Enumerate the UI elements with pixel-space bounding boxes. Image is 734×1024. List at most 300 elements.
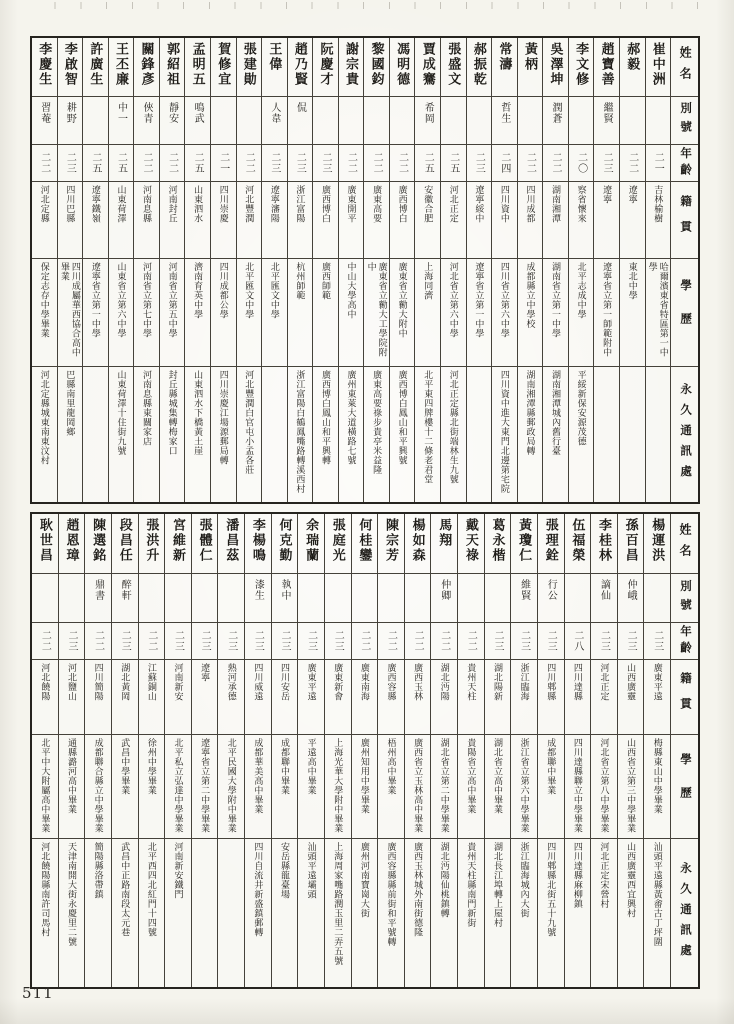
page-number: 511 bbox=[22, 984, 54, 1002]
person-column bbox=[210, 38, 236, 502]
alias-cell: 繼賢 bbox=[594, 96, 619, 144]
alias-cell bbox=[139, 573, 165, 622]
age-cell: 二二 bbox=[160, 144, 185, 181]
name-cell: 謝宗貴 bbox=[344, 42, 360, 87]
alias-cell bbox=[192, 573, 218, 622]
native-cell: 廣東開平 bbox=[339, 181, 364, 258]
addr-cell bbox=[594, 366, 619, 502]
age-cell: 二三 bbox=[245, 622, 271, 659]
edu-cell: 遼寧省立第一師範附中 bbox=[594, 258, 619, 366]
person-column bbox=[32, 514, 58, 987]
native-cell: 遼寧鐵嶺 bbox=[83, 181, 108, 258]
person-column bbox=[338, 38, 364, 502]
age-cell: 二二 bbox=[431, 622, 457, 659]
alias-cell bbox=[485, 573, 511, 622]
person-column bbox=[244, 514, 271, 987]
addr-cell: 廣州河南寶崗大街 bbox=[352, 838, 378, 987]
native-cell: 山東荷澤 bbox=[109, 181, 134, 258]
row-header-name: 姓名 bbox=[678, 522, 692, 565]
edu-cell: 北平民國大學附中畢業 bbox=[218, 734, 244, 838]
native-cell: 遼寧綏中 bbox=[467, 181, 492, 258]
native-cell: 遼寧 bbox=[620, 181, 645, 258]
edu-cell: 四川省立第六中學 bbox=[492, 258, 517, 366]
edu-cell: 湖北省立第二中學畢業 bbox=[431, 734, 457, 838]
addr-cell: 湖北長江埠轉上屋村 bbox=[485, 838, 511, 987]
age-cell: 二三 bbox=[112, 622, 138, 659]
native-cell: 四川崇慶 bbox=[211, 181, 236, 258]
age-cell: 二三 bbox=[485, 622, 511, 659]
addr-cell: 河北豐潤白官屯小孟各莊 bbox=[237, 366, 262, 502]
alias-cell: 俠青 bbox=[134, 96, 159, 144]
name-cell: 李楊鳴 bbox=[250, 518, 266, 563]
alias-cell: 醉軒 bbox=[112, 573, 138, 622]
name-cell: 王丕廉 bbox=[113, 42, 129, 87]
name-cell: 宮維新 bbox=[170, 518, 186, 563]
edu-cell: 杭州師範 bbox=[288, 258, 313, 366]
alias-cell: 潤蒼 bbox=[543, 96, 568, 144]
name-cell: 崔中洲 bbox=[650, 42, 666, 87]
person-column bbox=[351, 514, 378, 987]
edu-cell: 成都華美高中畢業 bbox=[245, 734, 271, 838]
name-cell: 伍福榮 bbox=[570, 518, 586, 563]
edu-cell: 哈爾濱東省特區第一中學 bbox=[646, 258, 671, 366]
edu-cell: 遼寧省立第二中學畢業 bbox=[192, 734, 218, 838]
edu-cell: 中山大學高中 bbox=[339, 258, 364, 366]
person-column bbox=[287, 38, 313, 502]
alias-cell bbox=[218, 573, 244, 622]
person-column bbox=[645, 38, 671, 502]
age-cell: 二三 bbox=[262, 144, 287, 181]
age-cell: 二五 bbox=[415, 144, 440, 181]
addr-cell bbox=[83, 366, 108, 502]
addr-cell: 河南息縣東關家店 bbox=[134, 366, 159, 502]
name-cell: 潘昌茲 bbox=[224, 518, 240, 563]
age-cell: 二三 bbox=[594, 144, 619, 181]
addr-cell: 四川崇慶江場源郵局轉 bbox=[211, 366, 236, 502]
edu-cell: 河南省立第五中學 bbox=[160, 258, 185, 366]
age-cell: 二二 bbox=[134, 144, 159, 181]
addr-cell: 山西廣靈西宜興村 bbox=[618, 838, 644, 987]
name-cell: 張盛文 bbox=[446, 42, 462, 87]
name-cell: 楊如森 bbox=[410, 518, 426, 563]
addr-cell: 封丘縣城集轉梅家口 bbox=[160, 366, 185, 502]
addr-cell: 北平東四牌樓十二條老君堂 bbox=[415, 366, 440, 502]
alias-cell bbox=[339, 96, 364, 144]
edu-cell: 河南省立第七中學 bbox=[134, 258, 159, 366]
name-cell: 孫百昌 bbox=[623, 518, 639, 563]
name-cell: 賀修宜 bbox=[216, 42, 232, 87]
native-cell: 四川巴縣 bbox=[58, 181, 83, 258]
edu-cell: 北平志成中學 bbox=[569, 258, 594, 366]
name-cell: 關鋒彥 bbox=[139, 42, 155, 87]
native-cell: 四川達縣 bbox=[565, 659, 591, 734]
person-column bbox=[164, 514, 191, 987]
edu-cell: 貴陽省立高中畢業 bbox=[458, 734, 484, 838]
alias-cell bbox=[646, 96, 671, 144]
name-cell: 黃柄 bbox=[522, 42, 538, 72]
age-cell: 二二 bbox=[352, 622, 378, 659]
age-cell: 二二 bbox=[458, 622, 484, 659]
name-cell: 阮慶才 bbox=[318, 42, 334, 87]
native-cell: 河北饒陽 bbox=[32, 659, 58, 734]
addr-cell: 四川達縣麻柳鎮 bbox=[565, 838, 591, 987]
native-cell: 浙江富陽 bbox=[288, 181, 313, 258]
alias-cell: 仲峨 bbox=[618, 573, 644, 622]
name-cell: 張理銓 bbox=[543, 518, 559, 563]
addr-cell: 安岳縣龍臺場 bbox=[272, 838, 298, 987]
person-column bbox=[324, 514, 351, 987]
age-cell: 二二 bbox=[237, 144, 262, 181]
age-cell: 二三 bbox=[272, 622, 298, 659]
edu-cell: 梅縣東山中學畢業 bbox=[644, 734, 670, 838]
addr-cell: 天津南開大街永慶里二號 bbox=[59, 838, 85, 987]
native-cell: 廣東新會 bbox=[325, 659, 351, 734]
edu-cell: 武昌中學畢業 bbox=[112, 734, 138, 838]
native-cell: 貴州天柱 bbox=[458, 659, 484, 734]
native-cell: 湖北陽新 bbox=[485, 659, 511, 734]
alias-cell: 哲生 bbox=[492, 96, 517, 144]
alias-cell bbox=[32, 573, 58, 622]
addr-cell: 浙江富陽白鶴鳳嘴路轉溪西村 bbox=[288, 366, 313, 502]
person-column bbox=[297, 514, 324, 987]
edu-cell: 北平中大附屬高中畢業 bbox=[32, 734, 58, 838]
addr-cell: 廣州東萊大道橫路七號 bbox=[339, 366, 364, 502]
row-header-edu: 學歷 bbox=[671, 258, 698, 366]
addr-cell: 湖南湘潭城內舊行臺 bbox=[543, 366, 568, 502]
native-cell: 四川威遠 bbox=[245, 659, 271, 734]
native-cell: 廣西博白 bbox=[313, 181, 338, 258]
edu-cell: 梧州高中畢業 bbox=[378, 734, 404, 838]
scan-artifact-ticks bbox=[30, 2, 700, 9]
person-column bbox=[510, 514, 537, 987]
row-header-column bbox=[670, 38, 698, 502]
edu-cell: 浙江省立第六中學畢業 bbox=[511, 734, 537, 838]
name-cell: 張洪升 bbox=[144, 518, 160, 563]
age-cell: 二三 bbox=[618, 622, 644, 659]
person-column bbox=[57, 38, 83, 502]
alias-cell bbox=[467, 96, 492, 144]
registry-table-top bbox=[30, 36, 700, 504]
alias-cell bbox=[620, 96, 645, 144]
edu-cell: 保定志存中學畢業 bbox=[32, 258, 57, 366]
addr-cell: 浙江臨海城內大街 bbox=[511, 838, 537, 987]
addr-cell: 廣西博白鳳山和平興轉 bbox=[313, 366, 338, 502]
native-cell: 安徽合肥 bbox=[415, 181, 440, 258]
alias-cell: 中一 bbox=[109, 96, 134, 144]
registry-table-bottom bbox=[30, 512, 700, 989]
person-column bbox=[111, 514, 138, 987]
row-header-column bbox=[670, 514, 698, 987]
age-cell: 二二 bbox=[339, 144, 364, 181]
name-cell: 段昌任 bbox=[117, 518, 133, 563]
native-cell: 熱河承德 bbox=[218, 659, 244, 734]
age-cell: 二三 bbox=[511, 622, 537, 659]
alias-cell: 人韋 bbox=[262, 96, 287, 144]
alias-cell: 仲卿 bbox=[431, 573, 457, 622]
person-column bbox=[593, 38, 619, 502]
row-header-addr: 永久通訊處 bbox=[671, 366, 698, 502]
native-cell: 河北鹽山 bbox=[59, 659, 85, 734]
person-column bbox=[617, 514, 644, 987]
edu-cell: 四川成屬華西協合高中畢業 bbox=[58, 258, 83, 366]
name-cell: 楊運洪 bbox=[650, 518, 666, 563]
row-header-addr: 永久通訊處 bbox=[671, 838, 698, 987]
edu-cell: 四川成都公學 bbox=[211, 258, 236, 366]
native-cell: 河南新安 bbox=[165, 659, 191, 734]
name-cell: 耿世昌 bbox=[37, 518, 53, 563]
addr-cell: 廣西玉林城外南街德隆 bbox=[405, 838, 431, 987]
edu-cell: 上海同濟 bbox=[415, 258, 440, 366]
alias-cell: 侃 bbox=[288, 96, 313, 144]
name-cell: 許廣生 bbox=[88, 42, 104, 87]
age-cell: 二二 bbox=[620, 144, 645, 181]
addr-cell: 四川資中進大東門北邊第宅院 bbox=[492, 366, 517, 502]
person-column bbox=[484, 514, 511, 987]
person-column bbox=[184, 38, 210, 502]
alias-cell bbox=[405, 573, 431, 622]
name-cell: 陳選銘 bbox=[91, 518, 107, 563]
native-cell: 廣西博白 bbox=[390, 181, 415, 258]
alias-cell bbox=[211, 96, 236, 144]
age-cell: 二二 bbox=[364, 144, 389, 181]
age-cell: 二三 bbox=[644, 622, 670, 659]
native-cell: 廣東平遠 bbox=[644, 659, 670, 734]
age-cell: 二三 bbox=[313, 144, 338, 181]
alias-cell: 鳴武 bbox=[185, 96, 210, 144]
person-column bbox=[430, 514, 457, 987]
person-column bbox=[542, 38, 568, 502]
name-cell: 郝毅 bbox=[625, 42, 641, 72]
native-cell: 四川郫縣 bbox=[538, 659, 564, 734]
alias-cell: 執中 bbox=[272, 573, 298, 622]
alias-cell bbox=[364, 96, 389, 144]
person-column bbox=[643, 514, 670, 987]
addr-cell: 山東泗水下橋黃土崖 bbox=[185, 366, 210, 502]
edu-cell: 廣東省立勷大工學院附中 bbox=[364, 258, 389, 366]
person-column bbox=[537, 514, 564, 987]
addr-cell: 廣西容縣縣前街和平號轉 bbox=[378, 838, 404, 987]
edu-cell: 徐州中學畢業 bbox=[139, 734, 165, 838]
native-cell: 廣西玉林 bbox=[405, 659, 431, 734]
name-cell: 郝振乾 bbox=[471, 42, 487, 87]
native-cell: 四川資中 bbox=[492, 181, 517, 258]
native-cell: 山西廣靈 bbox=[618, 659, 644, 734]
native-cell: 湖北沔陽 bbox=[431, 659, 457, 734]
person-column bbox=[440, 38, 466, 502]
age-cell: 二三 bbox=[325, 622, 351, 659]
name-cell: 趙寶善 bbox=[599, 42, 615, 87]
age-cell: 二〇 bbox=[569, 144, 594, 181]
addr-cell: 北平西四北紅門十四號 bbox=[139, 838, 165, 987]
name-cell: 張體仁 bbox=[197, 518, 213, 563]
addr-cell: 河南新安鐵門 bbox=[165, 838, 191, 987]
person-column bbox=[138, 514, 165, 987]
addr-cell bbox=[262, 366, 287, 502]
alias-cell bbox=[569, 96, 594, 144]
native-cell: 河北定縣 bbox=[32, 181, 57, 258]
age-cell: 二三 bbox=[218, 622, 244, 659]
addr-cell: 湖北沔陽仙桃鎮轉 bbox=[431, 838, 457, 987]
native-cell: 河南息縣 bbox=[134, 181, 159, 258]
person-column bbox=[236, 38, 262, 502]
native-cell: 河北正定 bbox=[441, 181, 466, 258]
age-cell: 二二 bbox=[139, 622, 165, 659]
age-cell: 二三 bbox=[59, 622, 85, 659]
alias-cell: 維賢 bbox=[511, 573, 537, 622]
native-cell: 四川安岳 bbox=[272, 659, 298, 734]
age-cell: 二二 bbox=[85, 622, 111, 659]
alias-cell bbox=[390, 96, 415, 144]
edu-cell: 廣西省立玉林高中畢業 bbox=[405, 734, 431, 838]
name-cell: 李桂林 bbox=[596, 518, 612, 563]
edu-cell: 廣東省立勷大附中 bbox=[390, 258, 415, 366]
name-cell: 郭紹祖 bbox=[165, 42, 181, 87]
age-cell: 二五 bbox=[441, 144, 466, 181]
name-cell: 黎國鈞 bbox=[369, 42, 385, 87]
age-cell: 二一 bbox=[646, 144, 671, 181]
age-cell: 二五 bbox=[83, 144, 108, 181]
row-header-native: 籍貫 bbox=[671, 181, 698, 258]
name-cell: 戴天祿 bbox=[463, 518, 479, 563]
alias-cell: 謫仙 bbox=[591, 573, 617, 622]
addr-cell: 四川自流井新盛鎮郵轉 bbox=[245, 838, 271, 987]
person-column bbox=[191, 514, 218, 987]
alias-cell bbox=[644, 573, 670, 622]
row-header-native: 籍貫 bbox=[671, 659, 698, 734]
person-column bbox=[363, 38, 389, 502]
alias-cell bbox=[83, 96, 108, 144]
age-cell: 二三 bbox=[591, 622, 617, 659]
alias-cell bbox=[458, 573, 484, 622]
edu-cell: 河北省立第六中學 bbox=[441, 258, 466, 366]
name-cell: 黃瓊仁 bbox=[517, 518, 533, 563]
native-cell: 河北正定 bbox=[591, 659, 617, 734]
alias-cell: 鼎書 bbox=[85, 573, 111, 622]
edu-cell: 平遠高中畢業 bbox=[298, 734, 324, 838]
age-cell: 二二 bbox=[378, 622, 404, 659]
edu-cell: 濟南育英中學 bbox=[185, 258, 210, 366]
addr-cell: 上海周家嘴路潤玉里二弄五號 bbox=[325, 838, 351, 987]
native-cell: 廣東高要 bbox=[364, 181, 389, 258]
alias-cell: 耕野 bbox=[58, 96, 83, 144]
person-column bbox=[108, 38, 134, 502]
alias-cell bbox=[441, 96, 466, 144]
person-column bbox=[58, 514, 85, 987]
native-cell: 吉林榆樹 bbox=[646, 181, 671, 258]
alias-cell bbox=[352, 573, 378, 622]
addr-cell: 武昌中正路南段太元巷 bbox=[112, 838, 138, 987]
edu-cell: 四川達縣聯立中學畢業 bbox=[565, 734, 591, 838]
edu-cell: 成都聯合縣立中學畢業 bbox=[85, 734, 111, 838]
name-cell: 馮明德 bbox=[395, 42, 411, 87]
person-column bbox=[564, 514, 591, 987]
addr-cell: 貴州天柱縣南門新街 bbox=[458, 838, 484, 987]
person-column bbox=[261, 38, 287, 502]
name-cell: 馬翔 bbox=[437, 518, 453, 548]
person-column bbox=[466, 38, 492, 502]
age-cell: 二三 bbox=[467, 144, 492, 181]
native-cell: 四川簡陽 bbox=[85, 659, 111, 734]
person-column bbox=[84, 514, 111, 987]
addr-cell: 汕頭平遠縣黃畬古丁坪圍 bbox=[644, 838, 670, 987]
alias-cell bbox=[565, 573, 591, 622]
native-cell: 湖北黃岡 bbox=[112, 659, 138, 734]
addr-cell: 河北饒陽縣南許司馬村 bbox=[32, 838, 58, 987]
alias-cell bbox=[237, 96, 262, 144]
age-cell: 二二 bbox=[32, 622, 58, 659]
addr-cell: 河北正定縣北街端林生九號 bbox=[441, 366, 466, 502]
edu-cell: 成都縣立中學校 bbox=[518, 258, 543, 366]
alias-cell: 習菴 bbox=[32, 96, 57, 144]
name-cell: 吳澤坤 bbox=[548, 42, 564, 87]
age-cell: 二三 bbox=[538, 622, 564, 659]
native-cell: 察省懷來 bbox=[569, 181, 594, 258]
age-cell: 二五 bbox=[185, 144, 210, 181]
addr-cell: 簡陽縣洛帶鎮 bbox=[85, 838, 111, 987]
name-cell: 孟明五 bbox=[190, 42, 206, 87]
row-header-name: 姓名 bbox=[678, 46, 693, 88]
edu-cell: 遼寧省立第一中學 bbox=[83, 258, 108, 366]
person-column bbox=[404, 514, 431, 987]
age-cell: 二一 bbox=[211, 144, 236, 181]
person-column bbox=[517, 38, 543, 502]
alias-cell: 行公 bbox=[538, 573, 564, 622]
addr-cell: 山東荷澤十住街九號 bbox=[109, 366, 134, 502]
native-cell: 江蘇銅山 bbox=[139, 659, 165, 734]
name-cell: 葛永楷 bbox=[490, 518, 506, 563]
edu-cell: 北平匯文中學 bbox=[237, 258, 262, 366]
age-cell: 二二 bbox=[518, 144, 543, 181]
person-column bbox=[568, 38, 594, 502]
native-cell: 廣東平遠 bbox=[298, 659, 324, 734]
addr-cell: 平綏新保安源茂德 bbox=[569, 366, 594, 502]
person-column bbox=[377, 514, 404, 987]
person-column bbox=[619, 38, 645, 502]
native-cell: 河北豐潤 bbox=[237, 181, 262, 258]
edu-cell: 通縣潞河高中畢業 bbox=[59, 734, 85, 838]
native-cell: 浙江臨海 bbox=[511, 659, 537, 734]
age-cell: 二三 bbox=[192, 622, 218, 659]
edu-cell: 湖南省立第一中學 bbox=[543, 258, 568, 366]
native-cell: 山東泗水 bbox=[185, 181, 210, 258]
addr-cell: 巴縣南里龍岡鄉 bbox=[58, 366, 83, 502]
person-column bbox=[590, 514, 617, 987]
age-cell: 二三 bbox=[58, 144, 83, 181]
name-cell: 張庭光 bbox=[330, 518, 346, 563]
name-cell: 李啟智 bbox=[62, 42, 78, 87]
person-column bbox=[389, 38, 415, 502]
addr-cell: 廣西博白鳳山和平興號 bbox=[390, 366, 415, 502]
name-cell: 張建勛 bbox=[241, 42, 257, 87]
alias-cell bbox=[518, 96, 543, 144]
addr-cell bbox=[467, 366, 492, 502]
edu-cell: 成都聯中畢業 bbox=[538, 734, 564, 838]
alias-cell bbox=[325, 573, 351, 622]
alias-cell bbox=[298, 573, 324, 622]
alias-cell bbox=[313, 96, 338, 144]
alias-cell: 希岡 bbox=[415, 96, 440, 144]
edu-cell: 北平私立弘達中學畢業 bbox=[165, 734, 191, 838]
addr-cell: 湖南湘潭縣郵政局轉 bbox=[518, 366, 543, 502]
name-cell: 余瑞蘭 bbox=[304, 518, 320, 563]
person-column bbox=[491, 38, 517, 502]
native-cell: 遼寧 bbox=[594, 181, 619, 258]
person-column bbox=[457, 514, 484, 987]
addr-cell: 汕頭平遠壩頭 bbox=[298, 838, 324, 987]
edu-cell: 上海光華大學附中畢業 bbox=[325, 734, 351, 838]
addr-cell bbox=[192, 838, 218, 987]
addr-cell bbox=[646, 366, 671, 502]
